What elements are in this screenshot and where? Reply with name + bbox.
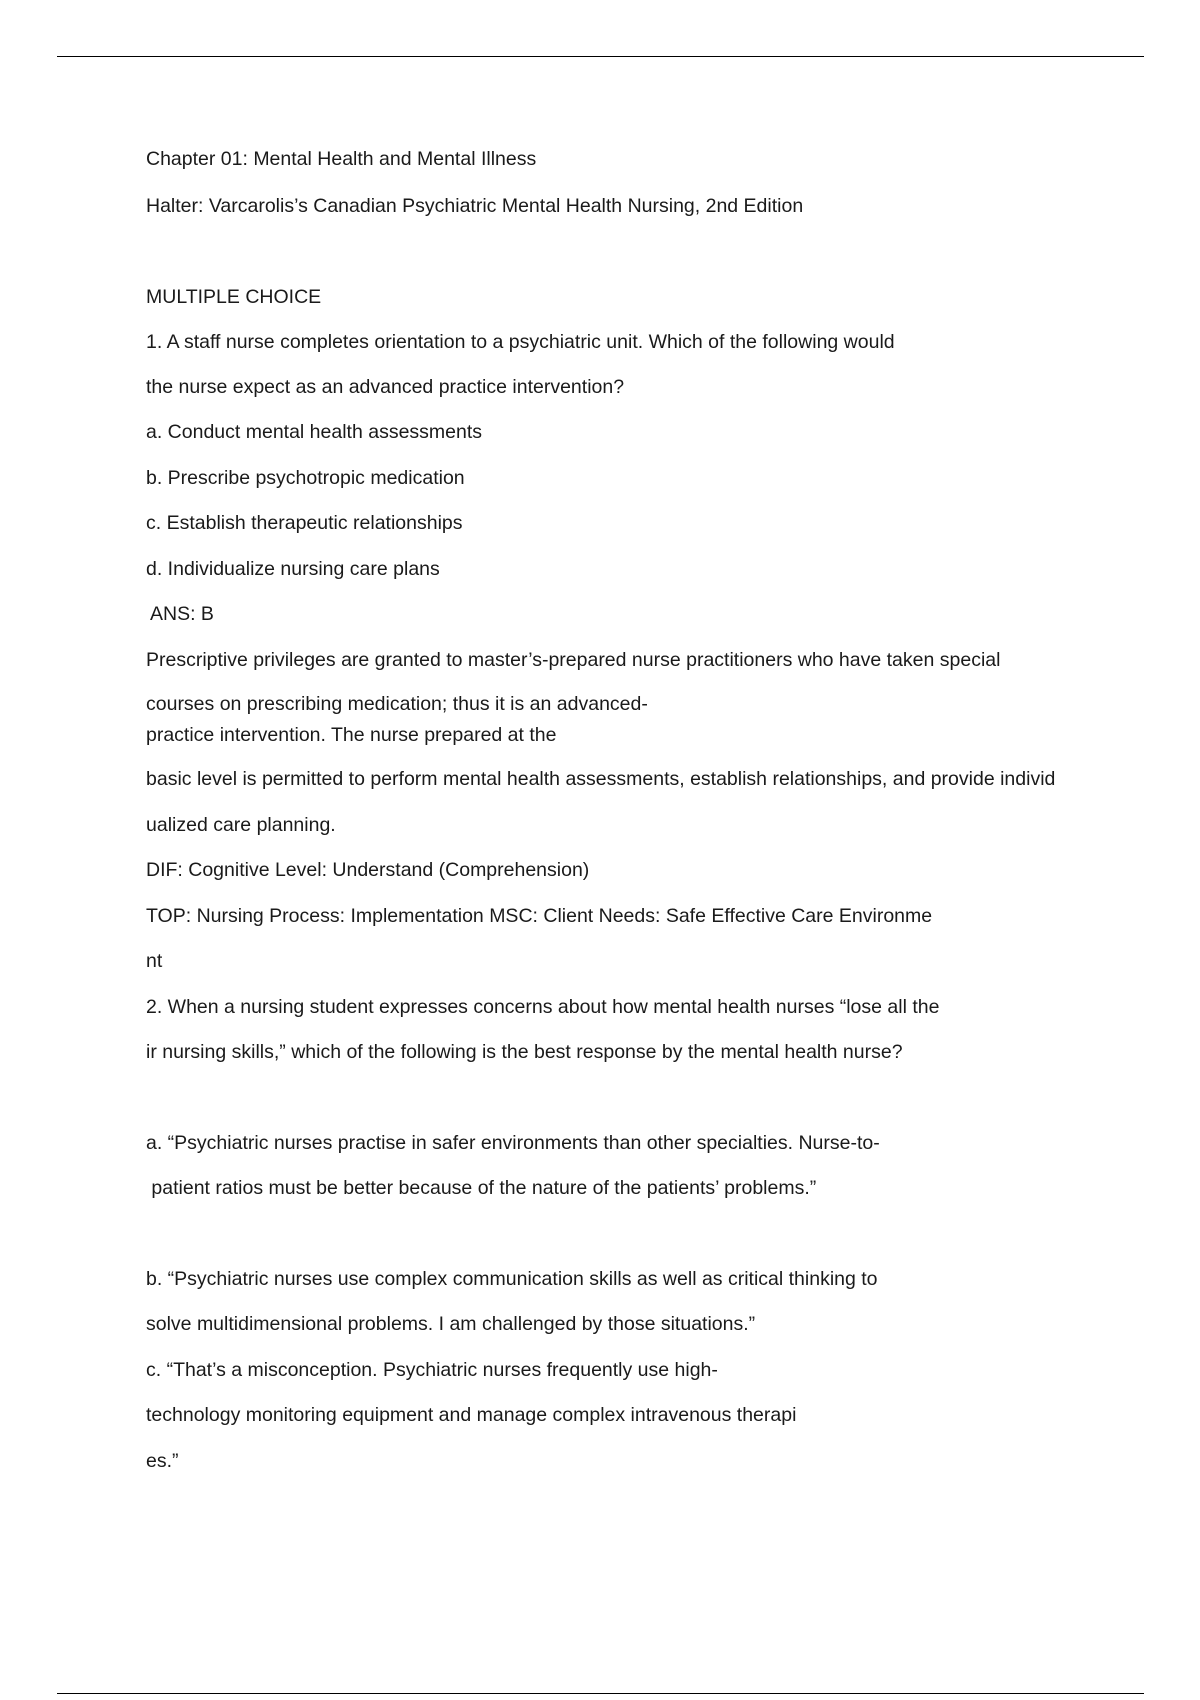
q1-rationale-line3: practice intervention. The nurse prepared at the	[146, 724, 557, 746]
q2-option-a-line1: a. “Psychiatric nurses practise in safer environments than other specialties. Nurse-to-	[146, 1132, 880, 1154]
q2-option-a-line2: patient ratios must be better because of the nature of the patients’ problems.”	[146, 1177, 817, 1199]
q2-option-b-line2: solve multidimensional problems. I am challenged by those situations.”	[146, 1313, 756, 1335]
section-heading: MULTIPLE CHOICE	[146, 286, 322, 308]
q1-stem-line2: the nurse expect as an advanced practice intervention?	[146, 376, 625, 398]
q1-rationale-line2: courses on prescribing medication; thus it is an advanced-	[146, 693, 648, 715]
bottom-rule	[57, 1693, 1144, 1694]
q1-rationale-line4: basic level is permitted to perform mental health assessments, establish relationships, and provide individ	[146, 768, 1056, 790]
book-title: Halter: Varcarolis’s Canadian Psychiatric Mental Health Nursing, 2nd Edition	[146, 195, 804, 217]
q1-top-line1: TOP: Nursing Process: Implementation MSC: Client Needs: Safe Effective Care Environme	[146, 905, 933, 927]
q1-top-line2: nt	[146, 950, 163, 972]
q2-stem-line1: 2. When a nursing student expresses concerns about how mental health nurses “lose all the	[146, 996, 940, 1018]
q1-rationale-line5: ualized care planning.	[146, 814, 336, 836]
q1-rationale-line1: Prescriptive privileges are granted to master’s-prepared nurse practitioners who have taken special	[146, 649, 1001, 671]
q2-stem-line2: ir nursing skills,” which of the following is the best response by the mental health nurse?	[146, 1041, 903, 1063]
q1-option-d: d. Individualize nursing care plans	[146, 558, 440, 580]
q1-stem-line1: 1. A staff nurse completes orientation to a psychiatric unit. Which of the following would	[146, 331, 895, 353]
q1-option-c: c. Establish therapeutic relationships	[146, 512, 463, 534]
chapter-title: Chapter 01: Mental Health and Mental Illness	[146, 148, 537, 170]
q1-dif: DIF: Cognitive Level: Understand (Comprehension)	[146, 859, 590, 881]
q1-option-a: a. Conduct mental health assessments	[146, 421, 483, 443]
q1-answer: ANS: B	[150, 603, 214, 625]
q2-option-b-line1: b. “Psychiatric nurses use complex communication skills as well as critical thinking to	[146, 1268, 878, 1290]
q2-option-c-line3: es.”	[146, 1450, 179, 1472]
q1-option-b: b. Prescribe psychotropic medication	[146, 467, 465, 489]
top-rule	[57, 56, 1144, 57]
q2-option-c-line1: c. “That’s a misconception. Psychiatric nurses frequently use high-	[146, 1359, 718, 1381]
q2-option-c-line2: technology monitoring equipment and manage complex intravenous therapi	[146, 1404, 797, 1426]
